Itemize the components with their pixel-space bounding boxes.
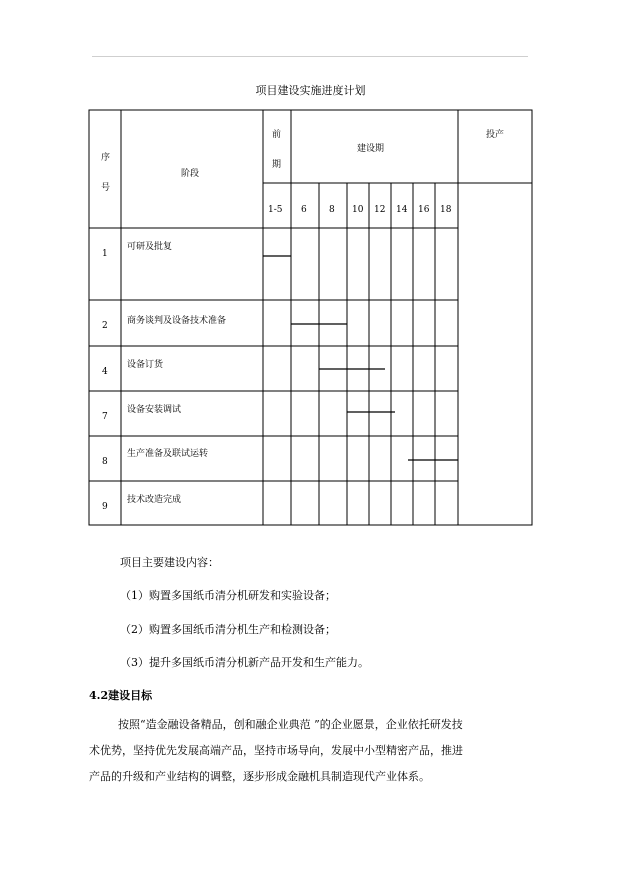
section-paragraph-line: 按照“造金融设备精品，创和融企业典范 ”的企业愿景，企业依托研发技 — [118, 718, 463, 731]
section-paragraph-line: 术优势，坚持优先发展高端产品，坚持市场导向，发展中小型精密产品，推进 — [89, 744, 463, 757]
header-pre-char2: 期 — [272, 160, 282, 170]
row-stage: 技术改造完成 — [127, 495, 182, 505]
month-label: 18 — [440, 205, 452, 215]
row-number: 1 — [102, 249, 108, 259]
row-stage: 设备安装调试 — [127, 405, 182, 415]
row-stage: 生产准备及联试运转 — [127, 449, 209, 459]
header-seq-char1: 序 — [101, 153, 111, 163]
month-label: 14 — [396, 205, 408, 215]
month-label: 12 — [374, 205, 386, 215]
month-label: 10 — [352, 205, 364, 215]
header-production: 投产 — [486, 130, 505, 140]
row-number: 8 — [102, 457, 108, 467]
row-number: 9 — [102, 502, 108, 512]
section-paragraph-line: 产品的升级和产业结构的调整，逐步形成金融机具制造现代产业体系。 — [89, 770, 430, 783]
row-number: 7 — [102, 412, 108, 422]
header-pre-char1: 前 — [272, 130, 282, 140]
month-label: 1-5 — [268, 205, 283, 215]
table-title: 项目建设实施进度计划 — [255, 84, 366, 97]
header-seq-char2: 号 — [101, 183, 111, 193]
header-construction: 建设期 — [357, 144, 385, 154]
content-intro: 项目主要建设内容： — [120, 556, 219, 569]
row-number: 2 — [102, 321, 108, 331]
row-stage: 可研及批复 — [127, 242, 173, 252]
month-label: 6 — [301, 205, 307, 215]
row-number: 4 — [102, 367, 108, 377]
row-stage: 设备订货 — [127, 360, 164, 370]
month-label: 8 — [329, 205, 335, 215]
month-label: 16 — [418, 205, 430, 215]
content-item: （2）购置多国纸币清分机生产和检测设备； — [120, 623, 336, 636]
section-heading: 4.2建设目标 — [89, 689, 153, 702]
content-item: （3）提升多国纸币清分机新产品开发和生产能力。 — [120, 656, 369, 669]
header-stage: 阶段 — [181, 169, 200, 179]
row-stage: 商务谈判及设备技术准备 — [127, 316, 227, 326]
content-item: （1）购置多国纸币清分机研发和实验设备； — [120, 589, 336, 602]
